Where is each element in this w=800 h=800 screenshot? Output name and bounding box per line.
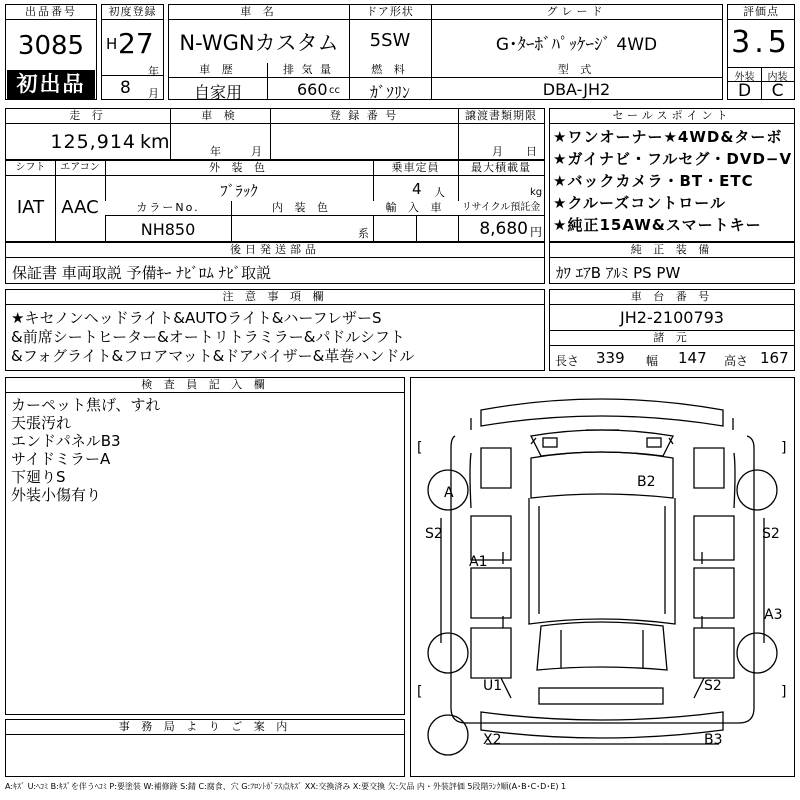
- lot-number: 3085: [17, 31, 85, 61]
- mileage: 125,914: [50, 131, 136, 153]
- damage-mark-x2: X2: [483, 732, 502, 748]
- height: 167: [760, 349, 789, 367]
- sales-point: ★ガイナビ・フルセグ・DVD−V: [553, 150, 793, 168]
- load-label: 最大積載量: [458, 161, 544, 176]
- damage-mark-a1: A1: [469, 554, 488, 570]
- recycle-fee: 8,680: [479, 219, 528, 239]
- notes-box: [5, 289, 545, 371]
- shift-label: シフト: [6, 161, 55, 176]
- lot-label: 出品番号: [6, 5, 96, 20]
- note-line: ★キセノンヘッドライト&AUTOライト&ハーフレザーS: [11, 309, 382, 327]
- fuel-label: 燃 料: [349, 63, 431, 78]
- sales-point: ★クルーズコントロール: [553, 194, 726, 212]
- inspector-lines: [11, 396, 160, 504]
- later-parts: 保証書 車両取説 予備ｷｰ ﾅﾋﾞﾛﾑ ﾅﾋﾞ取説: [12, 264, 272, 282]
- sales-points-box: [549, 108, 795, 242]
- note-line: &フォグライト&フロアマット&ドアバイザー&革巻ハンドル: [11, 347, 415, 365]
- legend: A:ｷｽﾞ U:ﾍｺﾐ B:ｷｽﾞを伴うﾍｺﾐ P:要塗装 W:補修跡 S:錆 C:腐食、穴 G:ﾌﾛﾝﾄｶﾞﾗｽ点ｷｽﾞ XX:交換済み X:要交換 欠:欠品 内・外装評価 5段階ﾗﾝｸ順(A･B･C･D･E) 1: [5, 782, 567, 791]
- car-damage-diagram: [411, 378, 794, 776]
- displacement-label: 排 気 量: [267, 63, 349, 78]
- office-label: 事 務 局 よ り ご 案 内: [6, 720, 404, 735]
- svg-text:]: ]: [781, 684, 787, 700]
- car-name: N-WGNカスタム: [179, 31, 339, 55]
- damage-mark-a-left: A: [444, 485, 454, 501]
- inspector-line: 下廻りS: [11, 468, 66, 486]
- sales-point: ★純正15AW&スマートキー: [553, 216, 762, 234]
- model-code: DBA-JH2: [542, 80, 611, 99]
- damage-diagram-box: [410, 377, 795, 777]
- reg-month: 8: [120, 78, 131, 98]
- displacement: 660: [297, 80, 328, 99]
- width-label: 幅: [646, 354, 659, 368]
- cc-unit: cc: [329, 85, 340, 96]
- transfer-month-unit: 月: [492, 145, 503, 158]
- inspector-box: [5, 377, 405, 715]
- damage-mark-s2-left: S2: [425, 526, 443, 542]
- inspector-line: 外装小傷有り: [11, 486, 102, 504]
- svg-text:[: [: [417, 684, 423, 700]
- capacity: 4: [412, 180, 422, 198]
- km-unit: km: [140, 131, 170, 153]
- chassis-label: 車 台 番 号: [550, 290, 794, 305]
- sales-point: ★ワンオーナー★4WD&ターボ: [553, 128, 783, 146]
- damage-mark-u1: U1: [483, 678, 503, 694]
- shift: IAT: [16, 197, 45, 218]
- exterior-grade: D: [737, 81, 752, 101]
- inspection-label: 車 検: [170, 109, 270, 124]
- chassis-number: JH2-2100793: [620, 308, 724, 327]
- office-box: [5, 719, 405, 777]
- era-letter: H: [106, 35, 118, 53]
- later-parts-label: 後日発送部品: [6, 243, 544, 258]
- equipment: ｶﾜ ｴｱB ｱﾙﾐ PS PW: [556, 264, 681, 282]
- damage-mark-b3: B3: [704, 732, 723, 748]
- dims-label: 諸 元: [550, 330, 794, 346]
- car-name-label: 車 名: [169, 5, 349, 20]
- equipment-box: [549, 242, 795, 284]
- inspection-month-unit: 月: [251, 145, 262, 158]
- inspector-line: サイドミラーA: [11, 450, 111, 468]
- kei-unit: 系: [358, 227, 369, 240]
- width: 147: [678, 349, 707, 367]
- sales-points-list: [553, 126, 792, 236]
- exterior-label: 外装: [734, 72, 755, 83]
- yen-unit: 円: [530, 225, 543, 239]
- first-reg-label: 初度登録: [102, 5, 163, 20]
- history-label: 車 歴: [169, 63, 267, 78]
- inspector-line: カーペット焦げ、すれ: [11, 396, 161, 414]
- damage-mark-b2: B2: [637, 474, 656, 490]
- sales-point: ★バックカメラ・BT・ETC: [553, 172, 754, 190]
- spec-row: [5, 160, 545, 242]
- score-box: [727, 4, 795, 100]
- interior-label: 内装: [767, 72, 788, 83]
- transfer-day-unit: 日: [526, 145, 537, 158]
- inspector-line: 天張汚れ: [11, 414, 72, 432]
- height-label: 高さ: [724, 354, 749, 368]
- interior-color-label: 内 装 色: [231, 201, 373, 216]
- sales-points-label: セールスポイント: [550, 109, 794, 124]
- length: 339: [596, 349, 625, 367]
- kg-unit: kg: [530, 187, 543, 198]
- svg-text:[: [: [417, 440, 423, 456]
- damage-mark-a3: A3: [764, 607, 783, 623]
- registration-label: 登 録 番 号: [270, 109, 458, 124]
- color-number: NH850: [140, 220, 196, 239]
- mileage-label: 走 行: [6, 109, 170, 124]
- year-unit: 年: [148, 65, 159, 78]
- grade: G･ﾀｰﾎﾞﾊﾟｯｹｰｼﾞ 4WD: [495, 35, 658, 55]
- capacity-label: 乗車定員: [373, 161, 458, 176]
- score: 3.5: [731, 25, 791, 60]
- inspection-year-unit: 年: [210, 145, 221, 158]
- recycle-label: リサイクル預託金: [458, 201, 544, 216]
- svg-text:]: ]: [781, 440, 787, 456]
- equipment-label: 純 正 装 備: [550, 243, 794, 258]
- transfer-deadline-label: 譲渡書類期限: [458, 109, 544, 124]
- inspector-line: エンドパネルB3: [11, 432, 121, 450]
- color-no-label: カラーNo.: [105, 201, 231, 216]
- mileage-row: [5, 108, 545, 160]
- damage-mark-s2-bottom: S2: [704, 678, 722, 694]
- car-info-box: [168, 4, 723, 100]
- fuel: ｶﾞｿﾘﾝ: [369, 83, 410, 102]
- later-parts-box: [5, 242, 545, 284]
- note-line: &前席シートヒーター&オートリトラミラー&パドルシフト: [11, 328, 405, 346]
- interior-grade: C: [771, 81, 784, 101]
- lot-number-box: [5, 4, 97, 100]
- exterior-color: ﾌﾞﾗｯｸ: [220, 182, 258, 200]
- inspector-label: 検 査 員 記 入 欄: [6, 378, 404, 393]
- reg-year: 27: [118, 27, 154, 60]
- length-label: 長さ: [555, 354, 580, 368]
- door-type: 5SW: [369, 30, 411, 51]
- ac-label: エアコン: [55, 161, 105, 176]
- person-unit: 人: [434, 186, 445, 199]
- damage-mark-s2-right: S2: [762, 526, 780, 542]
- grade-label: グレード: [431, 5, 722, 20]
- first-listing-badge: 初出品: [7, 70, 95, 99]
- door-label: ドア形状: [349, 5, 431, 20]
- model-label: 型 式: [431, 63, 722, 78]
- score-label: 評価点: [728, 5, 794, 20]
- history: 自家用: [193, 83, 242, 102]
- import-label: 輸 入 車: [373, 201, 458, 216]
- first-registration-box: [101, 4, 164, 100]
- color-label: 外 装 色: [105, 161, 373, 176]
- ac: AAC: [61, 197, 99, 218]
- month-unit: 月: [148, 87, 159, 100]
- notes-label: 注 意 事 項 欄: [6, 290, 544, 305]
- notes-lines: [11, 309, 414, 366]
- chassis-box: [549, 289, 795, 371]
